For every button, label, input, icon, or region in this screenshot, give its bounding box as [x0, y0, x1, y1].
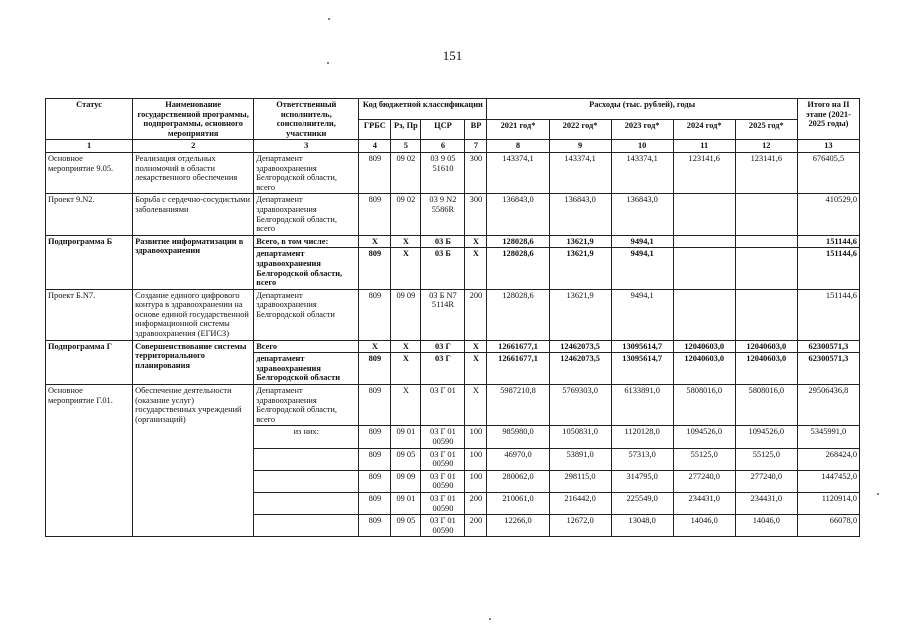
- value-total: 676405,5: [797, 152, 859, 193]
- table-row: [46, 152, 860, 193]
- header-2022: 2022 год*: [549, 119, 611, 140]
- value-2021: 128028,6: [487, 235, 549, 248]
- grbs-cell: 809: [359, 353, 391, 385]
- header-code-group: Код бюджетной классификации: [359, 99, 487, 120]
- col-number: 3: [254, 140, 359, 153]
- name-cell: Обеспечение деятельности (оказание услуг) государственных учреждений (организаций): [133, 385, 254, 537]
- col-number: 6: [421, 140, 465, 153]
- value-total: 5345991,0: [797, 426, 859, 448]
- budget-table: [45, 98, 860, 537]
- rzpr-cell: 09 02: [391, 152, 421, 193]
- col-number: 10: [611, 140, 673, 153]
- csr-cell: 03 Б N7 5114R: [421, 289, 465, 340]
- table-row: [46, 340, 860, 353]
- value-total: 268424,0: [797, 448, 859, 470]
- value-2022: 5769303,0: [549, 385, 611, 426]
- csr-cell: 03 Г 01 00590: [421, 426, 465, 448]
- value-2021: 128028,6: [487, 248, 549, 289]
- csr-cell: 03 Г: [421, 353, 465, 385]
- table-row: [46, 194, 860, 235]
- executor-cell: [254, 470, 359, 492]
- rzpr-cell: 09 05: [391, 448, 421, 470]
- rzpr-cell: Х: [391, 385, 421, 426]
- vr-cell: 200: [465, 289, 487, 340]
- csr-cell: 03 Г 01 00590: [421, 448, 465, 470]
- value-2024: 234431,0: [673, 492, 735, 514]
- value-2024: 5808016,0: [673, 385, 735, 426]
- value-2022: 12672,0: [549, 515, 611, 537]
- executor-cell: Всего, в том числе:: [254, 235, 359, 248]
- value-2022: 298115,0: [549, 470, 611, 492]
- value-2022: 53891,0: [549, 448, 611, 470]
- rzpr-cell: Х: [391, 340, 421, 353]
- header-2024: 2024 год*: [673, 119, 735, 140]
- value-2025: 234431,0: [735, 492, 797, 514]
- value-total: 66078,0: [797, 515, 859, 537]
- grbs-cell: 809: [359, 385, 391, 426]
- value-2022: 12462073,5: [549, 340, 611, 353]
- header-rzpr: Рз, Пр: [391, 119, 421, 140]
- value-2023: 13095614,7: [611, 340, 673, 353]
- csr-cell: 03 9 05 51610: [421, 152, 465, 193]
- rzpr-cell: 09 01: [391, 426, 421, 448]
- scan-speck: [327, 62, 329, 64]
- scan-speck: [877, 493, 879, 495]
- vr-cell: 200: [465, 515, 487, 537]
- rzpr-cell: 09 01: [391, 492, 421, 514]
- value-2023: 9494,1: [611, 289, 673, 340]
- value-2021: 5987210,8: [487, 385, 549, 426]
- executor-cell: [254, 448, 359, 470]
- rzpr-cell: Х: [391, 353, 421, 385]
- col-number: 1: [46, 140, 133, 153]
- value-2022: 12462073,5: [549, 353, 611, 385]
- grbs-cell: 809: [359, 289, 391, 340]
- rzpr-cell: 09 09: [391, 470, 421, 492]
- value-2021: 210061,0: [487, 492, 549, 514]
- value-2024: [673, 248, 735, 289]
- grbs-cell: 809: [359, 152, 391, 193]
- csr-cell: 03 Г 01 00590: [421, 515, 465, 537]
- value-2021: 12661677,1: [487, 340, 549, 353]
- value-2023: 57313,0: [611, 448, 673, 470]
- executor-cell: Департамент здравоохранения Белгородской области, всего: [254, 194, 359, 235]
- value-2023: 13048,0: [611, 515, 673, 537]
- value-2024: 12040603,0: [673, 340, 735, 353]
- csr-cell: 03 Г 01: [421, 385, 465, 426]
- executor-cell: Всего: [254, 340, 359, 353]
- rzpr-cell: 09 09: [391, 289, 421, 340]
- value-2024: [673, 235, 735, 248]
- col-number: 12: [735, 140, 797, 153]
- value-2024: 12040603,0: [673, 353, 735, 385]
- col-number: 8: [487, 140, 549, 153]
- grbs-cell: Х: [359, 340, 391, 353]
- executor-cell: Департамент здравоохранения Белгородской области, всего: [254, 152, 359, 193]
- value-2023: 143374,1: [611, 152, 673, 193]
- header-2023: 2023 год*: [611, 119, 673, 140]
- status-cell: Подпрограмма Б: [46, 235, 133, 289]
- header-vr: ВР: [465, 119, 487, 140]
- header-csr: ЦСР: [421, 119, 465, 140]
- value-2023: 225549,0: [611, 492, 673, 514]
- table-row: [46, 289, 860, 340]
- value-total: 151144,6: [797, 235, 859, 248]
- value-total: 151144,6: [797, 248, 859, 289]
- value-total: 151144,6: [797, 289, 859, 340]
- col-number: 5: [391, 140, 421, 153]
- vr-cell: Х: [465, 353, 487, 385]
- value-2025: 55125,0: [735, 448, 797, 470]
- col-number: 11: [673, 140, 735, 153]
- csr-cell: 03 Б: [421, 235, 465, 248]
- status-cell: Подпрограмма Г: [46, 340, 133, 384]
- scan-speck: [489, 618, 491, 620]
- grbs-cell: Х: [359, 235, 391, 248]
- value-total: 62300571,3: [797, 340, 859, 353]
- column-number-row: [46, 140, 860, 153]
- grbs-cell: 809: [359, 248, 391, 289]
- vr-cell: Х: [465, 248, 487, 289]
- col-number: 2: [133, 140, 254, 153]
- col-number: 9: [549, 140, 611, 153]
- name-cell: Развитие информатизации в здравоохранении: [133, 235, 254, 289]
- value-2023: 314795,0: [611, 470, 673, 492]
- value-2023: 9494,1: [611, 248, 673, 289]
- rzpr-cell: Х: [391, 248, 421, 289]
- csr-cell: 03 Г: [421, 340, 465, 353]
- value-2024: [673, 194, 735, 235]
- value-2024: 123141,6: [673, 152, 735, 193]
- grbs-cell: 809: [359, 194, 391, 235]
- header-name: Наименование государственной программы, подпрограммы, основного мероприятия: [133, 99, 254, 140]
- name-cell: Борьба с сердечно-сосудистыми заболеваниями: [133, 194, 254, 235]
- value-2025: 12040603,0: [735, 340, 797, 353]
- vr-cell: 100: [465, 470, 487, 492]
- status-cell: Основное мероприятие Г.01.: [46, 385, 133, 537]
- csr-cell: 03 9 N2 5586R: [421, 194, 465, 235]
- value-2025: [735, 194, 797, 235]
- value-2022: 13621,9: [549, 289, 611, 340]
- value-2024: 14046,0: [673, 515, 735, 537]
- grbs-cell: 809: [359, 426, 391, 448]
- value-2025: 12040603,0: [735, 353, 797, 385]
- value-2022: 136843,0: [549, 194, 611, 235]
- name-cell: Совершенствование системы территориального планирования: [133, 340, 254, 384]
- value-total: 1120914,0: [797, 492, 859, 514]
- value-2022: 13621,9: [549, 235, 611, 248]
- value-2023: 13095614,7: [611, 353, 673, 385]
- grbs-cell: 809: [359, 515, 391, 537]
- status-cell: Проект 9.N2.: [46, 194, 133, 235]
- grbs-cell: 809: [359, 448, 391, 470]
- vr-cell: 300: [465, 194, 487, 235]
- value-2025: 277240,0: [735, 470, 797, 492]
- value-2025: [735, 248, 797, 289]
- executor-cell: Департамент здравоохранения Белгородской области: [254, 289, 359, 340]
- header-2025: 2025 год*: [735, 119, 797, 140]
- value-2021: 12266,0: [487, 515, 549, 537]
- executor-cell: Департамент здравоохранения Белгородской области, всего: [254, 385, 359, 426]
- status-cell: Проект Б.N7.: [46, 289, 133, 340]
- value-2024: 1094526,0: [673, 426, 735, 448]
- value-2021: 12661677,1: [487, 353, 549, 385]
- vr-cell: 300: [465, 152, 487, 193]
- csr-cell: 03 Г 01 00590: [421, 492, 465, 514]
- col-number: 4: [359, 140, 391, 153]
- executor-cell: департамент здравоохранения Белгородской области, всего: [254, 248, 359, 289]
- value-2023: 6133891,0: [611, 385, 673, 426]
- rzpr-cell: 09 02: [391, 194, 421, 235]
- value-2025: 123141,6: [735, 152, 797, 193]
- value-2021: 985980,0: [487, 426, 549, 448]
- value-2023: 9494,1: [611, 235, 673, 248]
- vr-cell: Х: [465, 385, 487, 426]
- table-row: [46, 235, 860, 248]
- name-cell: Создание единого цифрового контура в здравоохранении на основе единой государственной информационной системы здравоохранения (ЕГИСЗ): [133, 289, 254, 340]
- scan-speck: [328, 18, 330, 20]
- value-total: 29506436,8: [797, 385, 859, 426]
- value-2022: 13621,9: [549, 248, 611, 289]
- value-2021: 143374,1: [487, 152, 549, 193]
- header-executor: Ответственный исполнитель, соисполнители, участники: [254, 99, 359, 140]
- value-total: 410529,0: [797, 194, 859, 235]
- value-total: 62300571,3: [797, 353, 859, 385]
- rzpr-cell: Х: [391, 235, 421, 248]
- header-expenses-group: Расходы (тыс. рублей), годы: [487, 99, 797, 120]
- col-number: 7: [465, 140, 487, 153]
- executor-cell: [254, 515, 359, 537]
- value-2021: 46970,0: [487, 448, 549, 470]
- executor-cell: из них:: [254, 426, 359, 448]
- value-total: 1447452,0: [797, 470, 859, 492]
- name-cell: Реализация отдельных полномочий в области лекарственного обеспечения: [133, 152, 254, 193]
- value-2021: 128028,6: [487, 289, 549, 340]
- header-grbs: ГРБС: [359, 119, 391, 140]
- page-number: 151: [442, 48, 463, 63]
- table-row: [46, 385, 860, 426]
- csr-cell: 03 Г 01 00590: [421, 470, 465, 492]
- vr-cell: 100: [465, 448, 487, 470]
- value-2023: 136843,0: [611, 194, 673, 235]
- grbs-cell: 809: [359, 470, 391, 492]
- value-2024: 277240,0: [673, 470, 735, 492]
- value-2023: 1120128,0: [611, 426, 673, 448]
- grbs-cell: 809: [359, 492, 391, 514]
- header-row-1: [46, 99, 860, 120]
- value-2025: [735, 235, 797, 248]
- value-2021: 280062,0: [487, 470, 549, 492]
- header-total: Итого на II этапе (2021-2025 годы): [797, 99, 859, 140]
- executor-cell: департамент здравоохранения Белгородской области: [254, 353, 359, 385]
- value-2024: 55125,0: [673, 448, 735, 470]
- status-cell: Основное мероприятие 9.05.: [46, 152, 133, 193]
- header-status: Статус: [46, 99, 133, 140]
- vr-cell: 100: [465, 426, 487, 448]
- value-2025: 1094526,0: [735, 426, 797, 448]
- value-2025: 5808016,0: [735, 385, 797, 426]
- rzpr-cell: 09 05: [391, 515, 421, 537]
- value-2022: 1050831,0: [549, 426, 611, 448]
- col-number: 13: [797, 140, 859, 153]
- csr-cell: 03 Б: [421, 248, 465, 289]
- value-2024: [673, 289, 735, 340]
- vr-cell: Х: [465, 235, 487, 248]
- value-2025: 14046,0: [735, 515, 797, 537]
- executor-cell: [254, 492, 359, 514]
- value-2022: 143374,1: [549, 152, 611, 193]
- value-2021: 136843,0: [487, 194, 549, 235]
- value-2025: [735, 289, 797, 340]
- header-2021: 2021 год*: [487, 119, 549, 140]
- vr-cell: 200: [465, 492, 487, 514]
- vr-cell: Х: [465, 340, 487, 353]
- value-2022: 216442,0: [549, 492, 611, 514]
